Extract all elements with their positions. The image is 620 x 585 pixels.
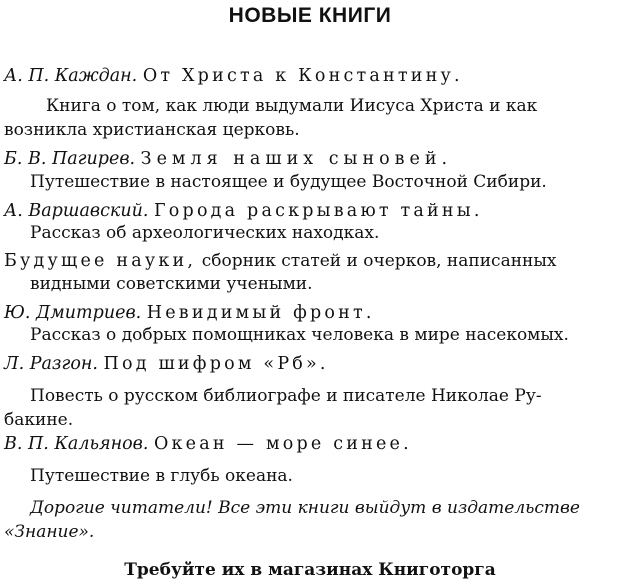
readers-note: Дорогие читатели! Все эти книги выйдут в издательстве <box>30 498 580 518</box>
book-entry-1-header <box>4 65 463 87</box>
book-description: сборник статей и очерков, написанных <box>201 251 557 271</box>
footer-call-to-action: Требуйте их в магазинах Книготорга <box>124 560 496 580</box>
book-author: Ю. Дмитриев. <box>4 303 142 323</box>
book-entry-6-header <box>4 353 329 375</box>
book-entry-7-header <box>4 433 412 455</box>
readers-note-end: «Знание». <box>4 522 95 542</box>
book-entry-5-header <box>4 302 375 324</box>
book-title: Города раскрывают тайны. <box>154 201 483 221</box>
book-description: Книга о том, как люди выдумали Иисуса Христа и как <box>46 96 538 116</box>
book-author: А. П. Каждан. <box>4 66 138 86</box>
book-title: От Христа к Константину. <box>142 66 463 86</box>
book-author: А. Варшавский. <box>4 201 149 221</box>
book-description: видными советскими учеными. <box>30 274 313 294</box>
book-title: Под шифром «Рб». <box>103 354 329 374</box>
book-description: Рассказ об археологических находках. <box>30 223 380 243</box>
book-entry-4-header <box>4 250 557 272</box>
book-title: Океан — море синее. <box>154 434 412 454</box>
book-author: В. П. Кальянов. <box>4 434 149 454</box>
book-description: Путешествие в настоящее и будущее Восточной Сибири. <box>30 172 547 192</box>
book-description: бакине. <box>4 410 74 430</box>
page-title: НОВЫЕ КНИГИ <box>228 4 392 27</box>
book-description: Рассказ о добрых помощниках человека в мире насекомых. <box>30 325 569 345</box>
book-entry-3-header <box>4 200 483 222</box>
book-title: Будущее науки, <box>4 251 197 271</box>
book-title: Земля наших сыновей. <box>140 149 453 169</box>
book-description: возникла христианская церковь. <box>4 120 300 140</box>
book-title: Невидимый фронт. <box>146 303 375 323</box>
book-description: Повесть о русском библиографе и писателе Николае Ру- <box>30 386 542 406</box>
book-author: Б. В. Пагирев. <box>4 149 136 169</box>
book-entry-2-header <box>4 148 452 170</box>
book-description: Путешествие в глубь океана. <box>30 466 293 486</box>
book-author: Л. Разгон. <box>4 354 98 374</box>
